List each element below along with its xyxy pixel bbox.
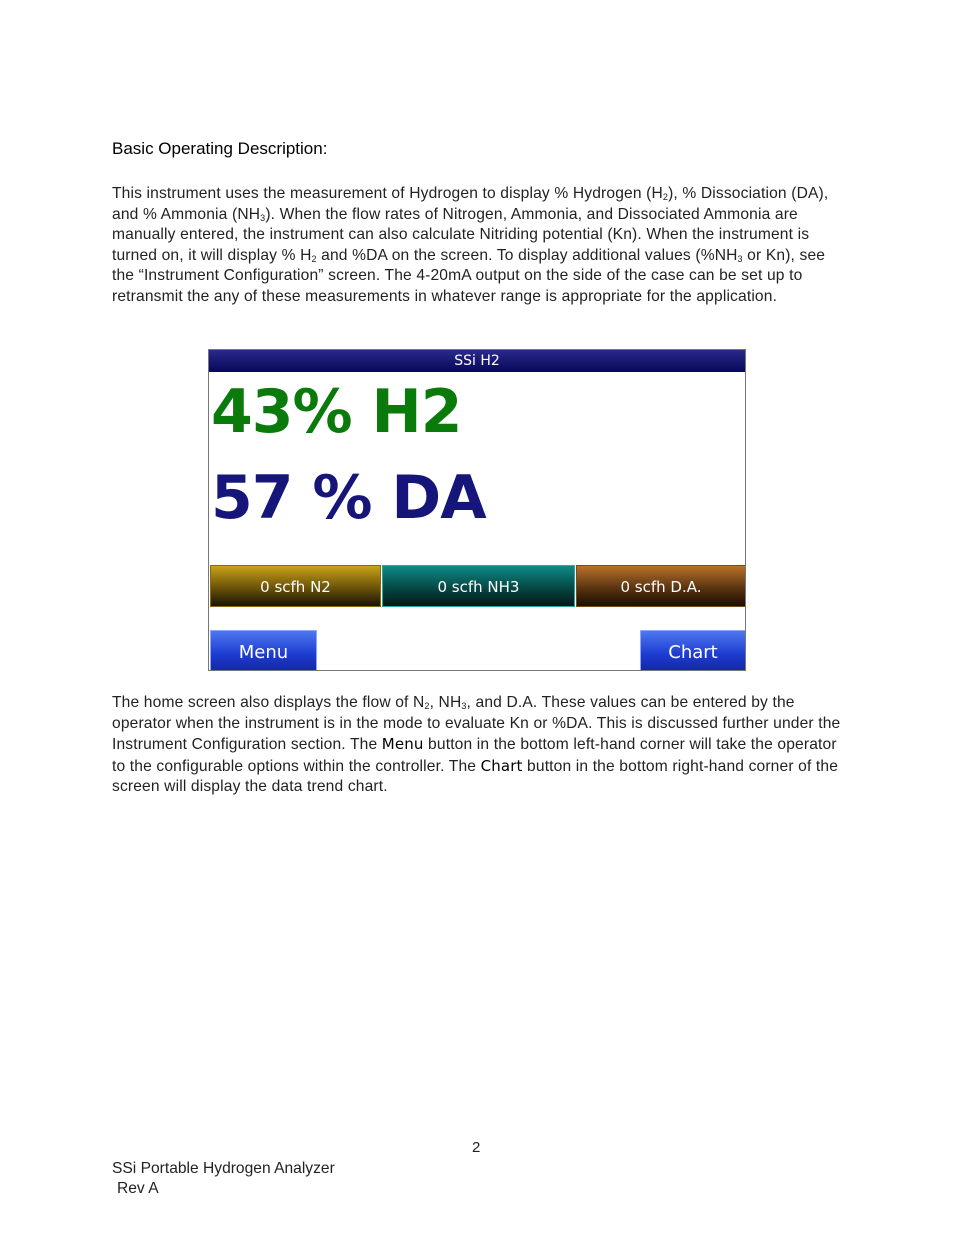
subscript: 3 bbox=[461, 701, 467, 711]
flow-n2-button[interactable]: 0 scfh N2 bbox=[210, 565, 381, 607]
text-run: ). When the flow rates of Nitrogen, Ammonia, and Dissociated Ammonia are manually entered, the instrument can also calculate Nitriding potential (Kn). When the instrument is turned on, it will display % H bbox=[112, 205, 810, 264]
flow-nh3-button[interactable]: 0 scfh NH3 bbox=[382, 565, 575, 607]
subscript: 2 bbox=[662, 192, 669, 202]
text-run: , NH bbox=[429, 694, 462, 711]
h2-reading: 43% H2 bbox=[211, 377, 462, 447]
section-heading: Basic Operating Description: bbox=[112, 139, 328, 158]
home-screen-paragraph bbox=[112, 693, 842, 798]
text-run: The home screen also displays the flow of N bbox=[112, 694, 425, 711]
chart-term: Chart bbox=[480, 756, 523, 775]
subscript: 2 bbox=[311, 253, 317, 264]
chart-button[interactable]: Chart bbox=[640, 630, 746, 671]
text-run: button in the bottom left-hand corner will take the operator to the configurable options within the controller. The bbox=[112, 736, 837, 775]
text-run: , and D.A. These values can be entered by the operator when the instrument is in the mode to evaluate Kn or %DA. This is discussed further under the Instrument Configuration section. The bbox=[112, 694, 841, 754]
page-number: 2 bbox=[472, 1139, 481, 1156]
subscript: 3 bbox=[260, 212, 266, 223]
subscript: 3 bbox=[737, 253, 743, 264]
flow-da-button[interactable]: 0 scfh D.A. bbox=[576, 565, 746, 607]
footer-revision: Rev A bbox=[117, 1180, 159, 1197]
subscript: 2 bbox=[424, 701, 430, 711]
menu-button[interactable]: Menu bbox=[210, 630, 317, 671]
text-run: This instrument uses the measurement of Hydrogen to display % Hydrogen (H bbox=[112, 185, 663, 202]
menu-term: Menu bbox=[381, 735, 424, 754]
device-home-screen bbox=[208, 349, 746, 671]
text-run: and %DA on the screen. To display additional values (%NH bbox=[316, 246, 738, 264]
text-run: or Kn), see the “Instrument Configuration” screen. The 4-20mA output on the side of the case can be set up to retransmit the any of these measurements in whatever range is appropriate for the application. bbox=[112, 246, 826, 305]
screen-title-bar: SSi H2 bbox=[209, 350, 745, 372]
text-run: ), % Dissociation (DA), and % Ammonia (NH bbox=[112, 185, 829, 223]
da-reading: 57 % DA bbox=[211, 463, 486, 533]
text-run: button in the bottom right-hand corner of the screen will display the data trend chart. bbox=[112, 757, 839, 796]
footer-title: SSi Portable Hydrogen Analyzer bbox=[112, 1160, 335, 1177]
intro-paragraph bbox=[112, 184, 842, 308]
